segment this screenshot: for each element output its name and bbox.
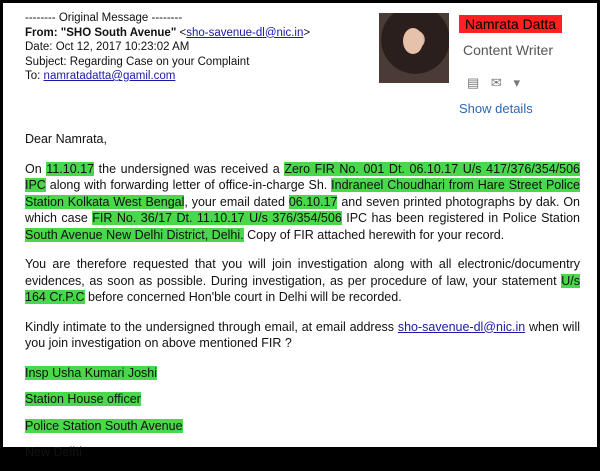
p1-text-5: and seven printed photographs by dak. On which case (25, 194, 580, 225)
p1-text-1: On (25, 161, 47, 176)
p2-text-2: before concerned Hon'ble court in Delhi will be recorded. (84, 290, 402, 304)
highlight-fir-number: FIR No. 36/17 Dt. 11.10.17 U/s 376/354/506 (92, 211, 342, 225)
signature-station (25, 418, 580, 435)
original-message-divider: -------- Original Message -------- (25, 12, 183, 24)
greeting: Dear Namrata, (25, 132, 107, 146)
avatar[interactable] (379, 13, 449, 83)
contact-actions (467, 75, 528, 91)
p1-text-7: Copy of FIR attached herewith for your record. (243, 227, 505, 242)
contact-name: Namrata Datta (459, 15, 562, 33)
email-header (25, 11, 310, 84)
date-row (25, 40, 310, 55)
from-row: From: "SHO South Avenue" <sho-savenue-dl@nic.in> (25, 26, 311, 39)
from-email-link[interactable]: sho-savenue-dl@nic.in (186, 26, 304, 39)
paragraph-1 (25, 161, 580, 244)
subject-label: Subject: (25, 55, 67, 68)
to-email-link[interactable]: namratadatta@gamil.com (43, 70, 176, 82)
p1-text-3: along with forwarding letter of office-in-charge Sh. (45, 178, 332, 192)
highlight-section: U/s 164 Cr.P.C (25, 273, 580, 304)
p1-text-2: the undersigned was received a (94, 161, 285, 176)
highlight-zero-fir: Zero FIR No. 001 Dt. 06.10.17 U/s 417/376/354/506 IPC (25, 161, 580, 192)
from-name: "SHO South Avenue" (60, 26, 177, 39)
to-row (25, 69, 310, 84)
email-body (25, 131, 580, 471)
to-label: To: (25, 70, 41, 82)
subject-row (25, 55, 310, 70)
paragraph-3 (25, 319, 580, 352)
highlight-police-station: South Avenue New Delhi District, Delhi. (25, 227, 244, 242)
email-view (3, 3, 597, 459)
p1-text-4: , your email dated (184, 194, 289, 209)
date-value: Oct 12, 2017 10:23:02 AM (55, 41, 190, 53)
contact-card (379, 13, 589, 123)
signature-title (25, 391, 580, 408)
highlight-officer: Indraneel Choudhari from Hare Street Police Station Kolkata West Bengal (25, 178, 580, 209)
signature-line-3: Police Station South Avenue (25, 418, 183, 433)
signature-city: New Delhi (25, 445, 82, 459)
subject-value: Regarding Case on your Complaint (69, 55, 250, 68)
show-details-link[interactable]: Show details (459, 101, 533, 116)
p2-text-1: You are therefore requested that you will join investigation along with all electronic/documentry evidences, as soon as possible. During investigation, as per procedure of law, your statement (25, 257, 580, 288)
mail-icon[interactable]: ✉ (490, 75, 502, 90)
p3-text-1: Kindly intimate to the undersigned through email, at email address (25, 319, 398, 334)
signature-line-1: Insp Usha Kumari Joshi (25, 365, 158, 380)
avatar-face (403, 28, 423, 54)
date-label: Date: (25, 41, 53, 53)
signature-line-2: Station House officer (25, 392, 141, 406)
dropdown-icon[interactable]: ▾ (513, 75, 520, 90)
signature-name (25, 365, 580, 382)
card-icon[interactable]: ▤ (467, 75, 480, 90)
body-email-link[interactable]: sho-savenue-dl@nic.in (397, 319, 526, 334)
contact-role: Content Writer (463, 42, 553, 58)
from-label: From: (25, 26, 58, 39)
highlight-date-received: 11.10.17 (46, 161, 95, 176)
paragraph-2 (25, 256, 580, 306)
highlight-email-date: 06.10.17 (288, 194, 338, 209)
p3-text-2: when will you join investigation on above mentioned FIR ? (25, 319, 581, 350)
p1-text-6: IPC has been registered in Police Station (341, 211, 581, 225)
